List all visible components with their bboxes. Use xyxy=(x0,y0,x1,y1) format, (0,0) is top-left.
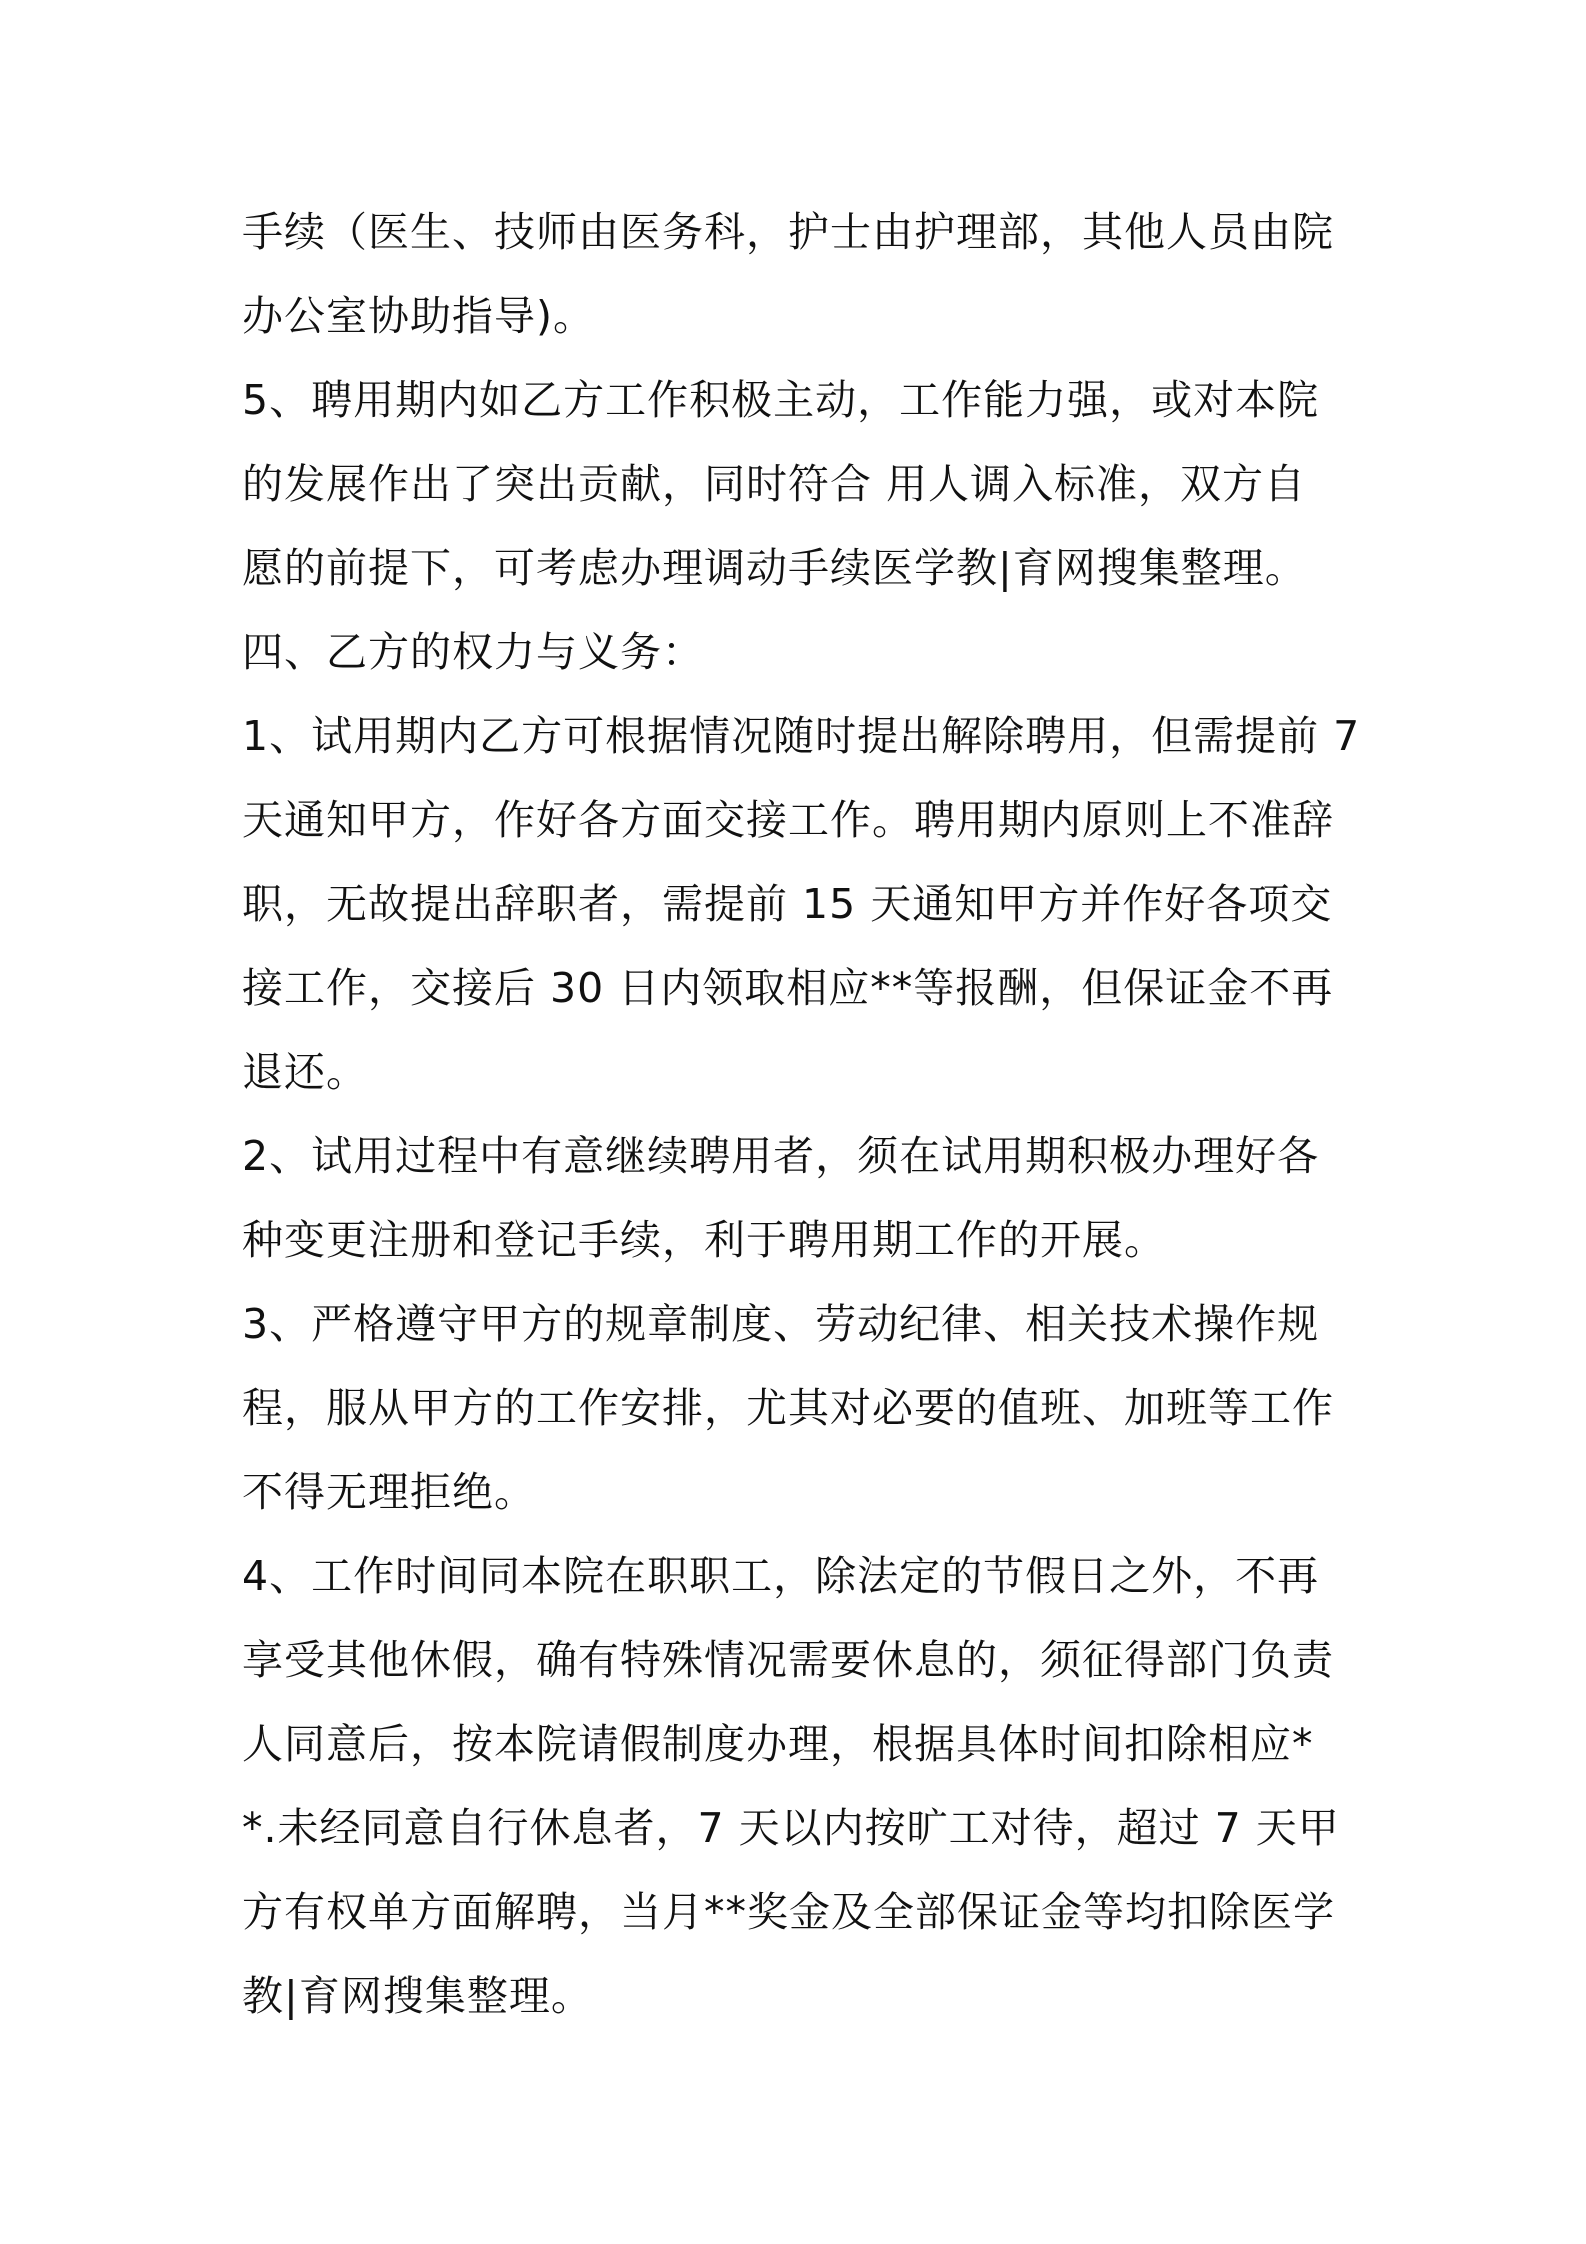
text-line: 种变更注册和登记手续，利于聘用期工作的开展。 xyxy=(242,1216,1166,1264)
text-line: 2、试用过程中有意继续聘用者，须在试用期积极办理好各 xyxy=(242,1132,1320,1180)
text-line: 愿的前提下，可考虑办理调动手续医学教|育网搜集整理。 xyxy=(242,544,1307,592)
text-line: 1、试用期内乙方可根据情况随时提出解除聘用，但需提前 7 xyxy=(242,712,1361,760)
document-body xyxy=(242,190,1360,2038)
text-line: *.未经同意自行休息者，7 天以内按旷工对待，超过 7 天甲 xyxy=(242,1804,1340,1852)
paragraph-item-3 xyxy=(242,1282,1360,1534)
section-heading-text: 四、乙方的权力与义务： xyxy=(242,628,704,676)
text-line: 手续（医生、技师由医务科，护士由护理部，其他人员由院 xyxy=(242,208,1334,256)
text-line: 接工作，交接后 30 日内领取相应**等报酬，但保证金不再 xyxy=(242,964,1334,1012)
paragraph-item-2 xyxy=(242,1114,1360,1282)
text-line: 退还。 xyxy=(242,1048,368,1096)
text-line: 的发展作出了突出贡献，同时符合 用人调入标准，双方自 xyxy=(242,460,1307,508)
paragraph-item-4 xyxy=(242,1534,1360,2038)
text-line: 3、严格遵守甲方的规章制度、劳动纪律、相关技术操作规 xyxy=(242,1300,1320,1348)
text-line: 方有权单方面解聘，当月**奖金及全部保证金等均扣除医学 xyxy=(242,1888,1335,1936)
text-line: 享受其他休假，确有特殊情况需要休息的，须征得部门负责 xyxy=(242,1636,1334,1684)
text-line: 4、工作时间同本院在职职工，除法定的节假日之外，不再 xyxy=(242,1552,1320,1600)
text-line: 教|育网搜集整理。 xyxy=(242,1972,593,2020)
text-line: 人同意后，按本院请假制度办理，根据具体时间扣除相应* xyxy=(242,1720,1314,1768)
paragraph-item-5 xyxy=(242,358,1360,610)
text-line: 不得无理拒绝。 xyxy=(242,1468,536,1516)
text-line: 天通知甲方，作好各方面交接工作。聘用期内原则上不准辞 xyxy=(242,796,1334,844)
section-heading-rights-duties xyxy=(242,610,1360,694)
paragraph-item-1 xyxy=(242,694,1360,1114)
text-line: 程，服从甲方的工作安排，尤其对必要的值班、加班等工作 xyxy=(242,1384,1334,1432)
paragraph-procedure-continuation xyxy=(242,190,1360,358)
text-line: 职，无故提出辞职者，需提前 15 天通知甲方并作好各项交 xyxy=(242,880,1333,928)
text-line: 5、聘用期内如乙方工作积极主动，工作能力强，或对本院 xyxy=(242,376,1320,424)
text-line: 办公室协助指导)。 xyxy=(242,292,595,340)
